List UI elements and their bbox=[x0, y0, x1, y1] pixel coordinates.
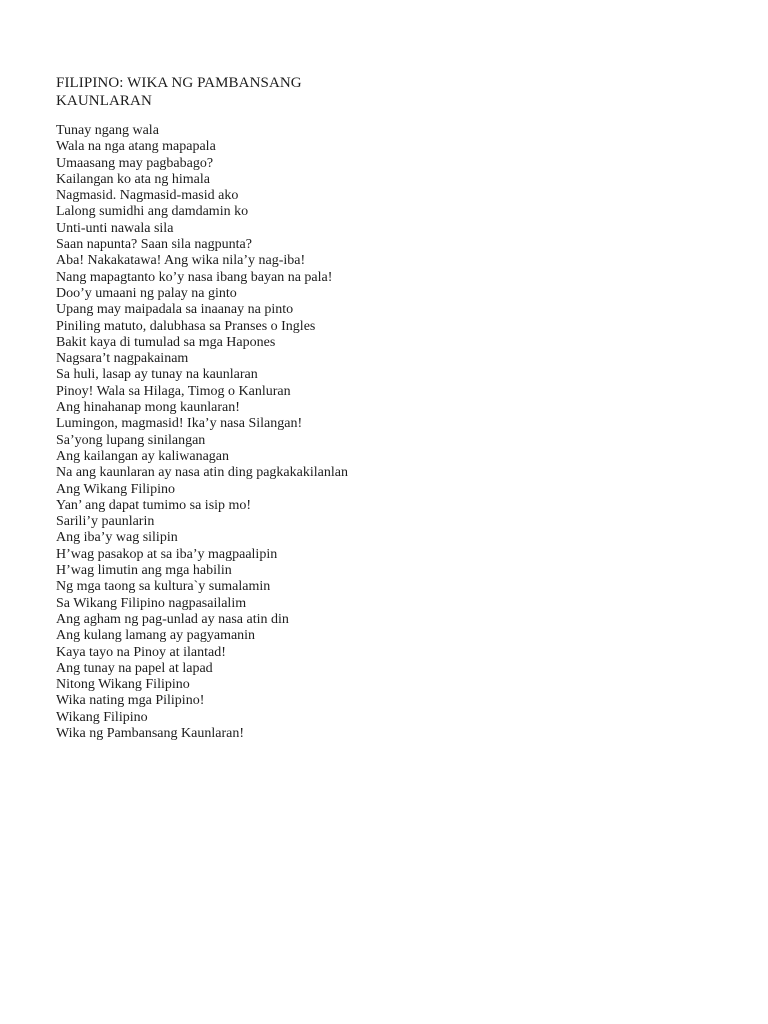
poem-line: Kaya tayo na Pinoy at ilantad! bbox=[56, 644, 226, 660]
poem-line: Piniling matuto, dalubhasa sa Pranses o Ingles bbox=[56, 318, 316, 334]
poem-body bbox=[56, 123, 348, 742]
poem-line: Ng mga taong sa kultura`y sumalamin bbox=[56, 579, 271, 595]
poem-line: Sarili’y paunlarin bbox=[56, 514, 155, 530]
title-line-2: KAUNLARAN bbox=[56, 93, 152, 109]
poem-line: Lalong sumidhi ang damdamin ko bbox=[56, 204, 249, 220]
poem-line: Wala na nga atang mapapala bbox=[56, 139, 216, 155]
poem-line: Nitong Wikang Filipino bbox=[56, 677, 190, 693]
poem-line: Na ang kaunlaran ay nasa atin ding pagkakakilanlan bbox=[56, 465, 348, 481]
poem-line: Ang tunay na papel at lapad bbox=[56, 660, 213, 676]
poem-line: Ang agham ng pag-unlad ay nasa atin din bbox=[56, 611, 289, 627]
poem-line: Ang iba’y wag silipin bbox=[56, 530, 178, 546]
poem-line: Wika nating mga Pilipino! bbox=[56, 693, 205, 709]
poem-line: H’wag pasakop at sa iba’y magpaalipin bbox=[56, 546, 278, 562]
poem-line: Kailangan ko ata ng himala bbox=[56, 171, 210, 187]
poem-line: Nagmasid. Nagmasid-masid ako bbox=[56, 188, 239, 204]
document-title bbox=[56, 74, 302, 110]
poem-line: Bakit kaya di tumulad sa mga Hapones bbox=[56, 334, 276, 350]
poem-line: Ang kulang lamang ay pagyamanin bbox=[56, 628, 256, 644]
poem-line: Nang mapagtanto ko’y nasa ibang bayan na pala! bbox=[56, 269, 333, 285]
poem-line: Lumingon, magmasid! Ika’y nasa Silangan! bbox=[56, 416, 303, 432]
poem-line: Pinoy! Wala sa Hilaga, Timog o Kanluran bbox=[56, 383, 291, 399]
poem-line: Tunay ngang wala bbox=[56, 123, 159, 138]
poem-line: Sa’yong lupang sinilangan bbox=[56, 432, 206, 448]
poem-line: Aba! Nakakatawa! Ang wika nila’y nag-iba! bbox=[56, 253, 306, 269]
poem-line: Ang hinahanap mong kaunlaran! bbox=[56, 400, 240, 416]
poem-line: Wika ng Pambansang Kaunlaran! bbox=[56, 725, 244, 741]
poem-line: H’wag limutin ang mga habilin bbox=[56, 563, 232, 579]
poem-line: Wikang Filipino bbox=[56, 709, 148, 725]
poem-line: Yan’ ang dapat tumimo sa isip mo! bbox=[56, 497, 252, 513]
title-line-1: FILIPINO: WIKA NG PAMBANSANG bbox=[56, 75, 302, 91]
poem-line: Ang kailangan ay kaliwanagan bbox=[56, 448, 229, 464]
poem-line: Sa Wikang Filipino nagpasailalim bbox=[56, 595, 247, 611]
poem-line: Unti-unti nawala sila bbox=[56, 220, 174, 236]
poem-line: Doo’y umaani ng palay na ginto bbox=[56, 285, 237, 301]
poem-line: Ang Wikang Filipino bbox=[56, 481, 175, 497]
poem-line: Sa huli, lasap ay tunay na kaunlaran bbox=[56, 367, 258, 383]
poem-line: Saan napunta? Saan sila nagpunta? bbox=[56, 237, 252, 253]
poem-line: Nagsara’t nagpakainam bbox=[56, 351, 189, 367]
poem-line: Upang may maipadala sa inaanay na pinto bbox=[56, 302, 294, 318]
poem-line: Umaasang may pagbabago? bbox=[56, 155, 214, 171]
